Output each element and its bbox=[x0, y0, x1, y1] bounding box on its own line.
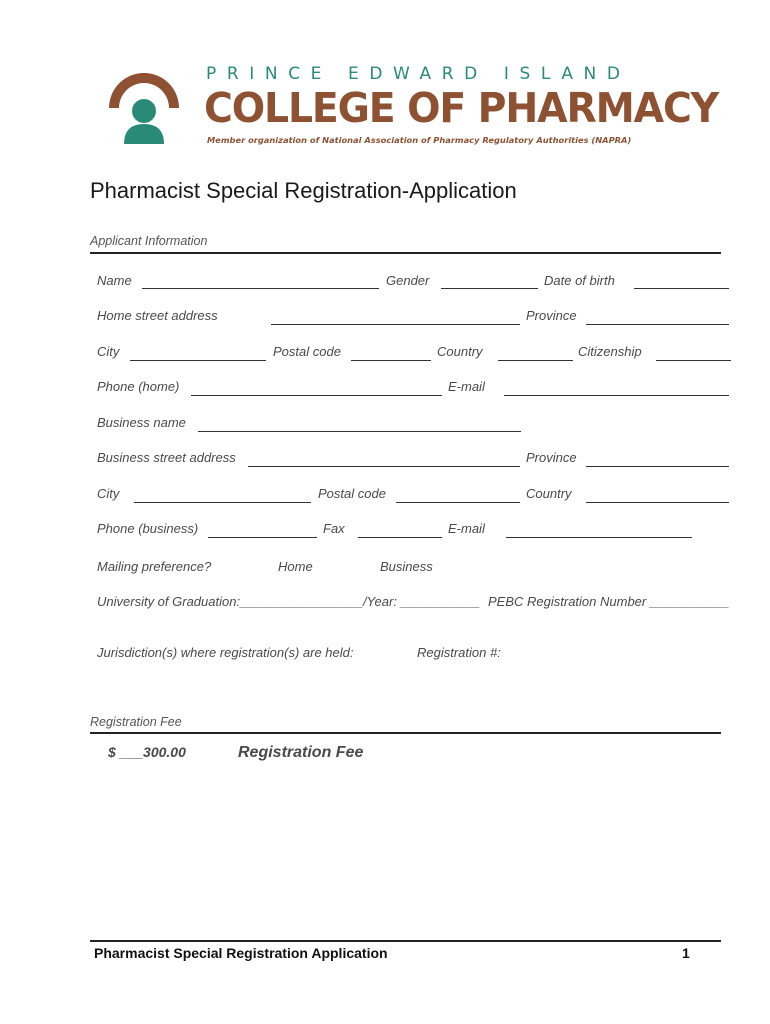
mailing-home-option[interactable]: Home bbox=[278, 559, 313, 574]
mailing-business-option[interactable]: Business bbox=[380, 559, 433, 574]
applicant-section-rule bbox=[90, 252, 721, 254]
date-of-birth-label: Date of birth bbox=[544, 273, 615, 288]
fee-section-rule bbox=[90, 732, 721, 734]
name-field[interactable] bbox=[142, 288, 379, 289]
city-field[interactable] bbox=[130, 360, 266, 361]
footer-rule bbox=[90, 940, 721, 942]
business-country-field[interactable] bbox=[586, 502, 729, 503]
business-city-label: City bbox=[97, 486, 120, 501]
fee-section-heading: Registration Fee bbox=[90, 715, 182, 729]
province-field[interactable] bbox=[586, 324, 729, 325]
business-postal-code-label: Postal code bbox=[318, 486, 386, 501]
home-street-address-field[interactable] bbox=[271, 324, 520, 325]
logo-college-name: COLLEGE OF PHARMACY bbox=[204, 84, 719, 132]
citizenship-field[interactable] bbox=[656, 360, 731, 361]
business-postal-code-field[interactable] bbox=[396, 502, 520, 503]
email-field[interactable] bbox=[504, 395, 729, 396]
home-street-address-label: Home street address bbox=[97, 308, 218, 323]
form-title: Pharmacist Special Registration-Application bbox=[90, 178, 517, 203]
logo-membership-text: Member organization of National Association of Pharmacy Regulatory Authorities (NAPRA) bbox=[207, 135, 632, 145]
business-city-field[interactable] bbox=[134, 502, 311, 503]
pharmacist-person-icon bbox=[105, 66, 183, 146]
fax-label: Fax bbox=[323, 521, 345, 536]
mailing-preference-label: Mailing preference? bbox=[97, 559, 212, 574]
pebc-registration-number-field[interactable]: PEBC Registration Number ___________ bbox=[488, 594, 730, 609]
postal-code-label: Postal code bbox=[273, 344, 341, 359]
phone-home-label: Phone (home) bbox=[97, 379, 180, 394]
business-name-label: Business name bbox=[97, 415, 186, 430]
footer-title: Pharmacist Special Registration Application bbox=[94, 945, 388, 961]
phone-home-field[interactable] bbox=[191, 395, 442, 396]
gender-label: Gender bbox=[386, 273, 430, 288]
phone-business-field[interactable] bbox=[208, 537, 317, 538]
university-graduation-field[interactable]: University of Graduation:_________________/Year: ___________ bbox=[97, 594, 481, 609]
business-street-address-field[interactable] bbox=[248, 466, 520, 467]
postal-code-field[interactable] bbox=[351, 360, 431, 361]
gender-field[interactable] bbox=[441, 288, 538, 289]
business-street-address-label: Business street address bbox=[97, 450, 236, 465]
business-country-label: Country bbox=[526, 486, 572, 501]
logo-province-text: PRINCE EDWARD ISLAND bbox=[206, 64, 631, 84]
business-email-field[interactable] bbox=[506, 537, 692, 538]
city-label: City bbox=[97, 344, 120, 359]
business-name-field[interactable] bbox=[198, 431, 521, 432]
registration-number-label: Registration #: bbox=[417, 645, 501, 660]
business-email-label: E-mail bbox=[448, 521, 485, 536]
fee-amount: $ ___300.00 bbox=[108, 744, 186, 760]
citizenship-label: Citizenship bbox=[578, 344, 642, 359]
business-province-field[interactable] bbox=[586, 466, 729, 467]
jurisdictions-label: Jurisdiction(s) where registration(s) are held: bbox=[97, 645, 354, 660]
fee-label: Registration Fee bbox=[238, 744, 364, 761]
name-label: Name bbox=[97, 273, 132, 288]
email-label: E-mail bbox=[448, 379, 485, 394]
phone-business-label: Phone (business) bbox=[97, 521, 199, 536]
business-province-label: Province bbox=[526, 450, 577, 465]
country-label: Country bbox=[437, 344, 483, 359]
fax-field[interactable] bbox=[358, 537, 442, 538]
applicant-section-heading: Applicant Information bbox=[90, 234, 208, 248]
date-of-birth-field[interactable] bbox=[634, 288, 729, 289]
country-field[interactable] bbox=[498, 360, 573, 361]
province-label: Province bbox=[526, 308, 577, 323]
page-number: 1 bbox=[682, 945, 690, 961]
